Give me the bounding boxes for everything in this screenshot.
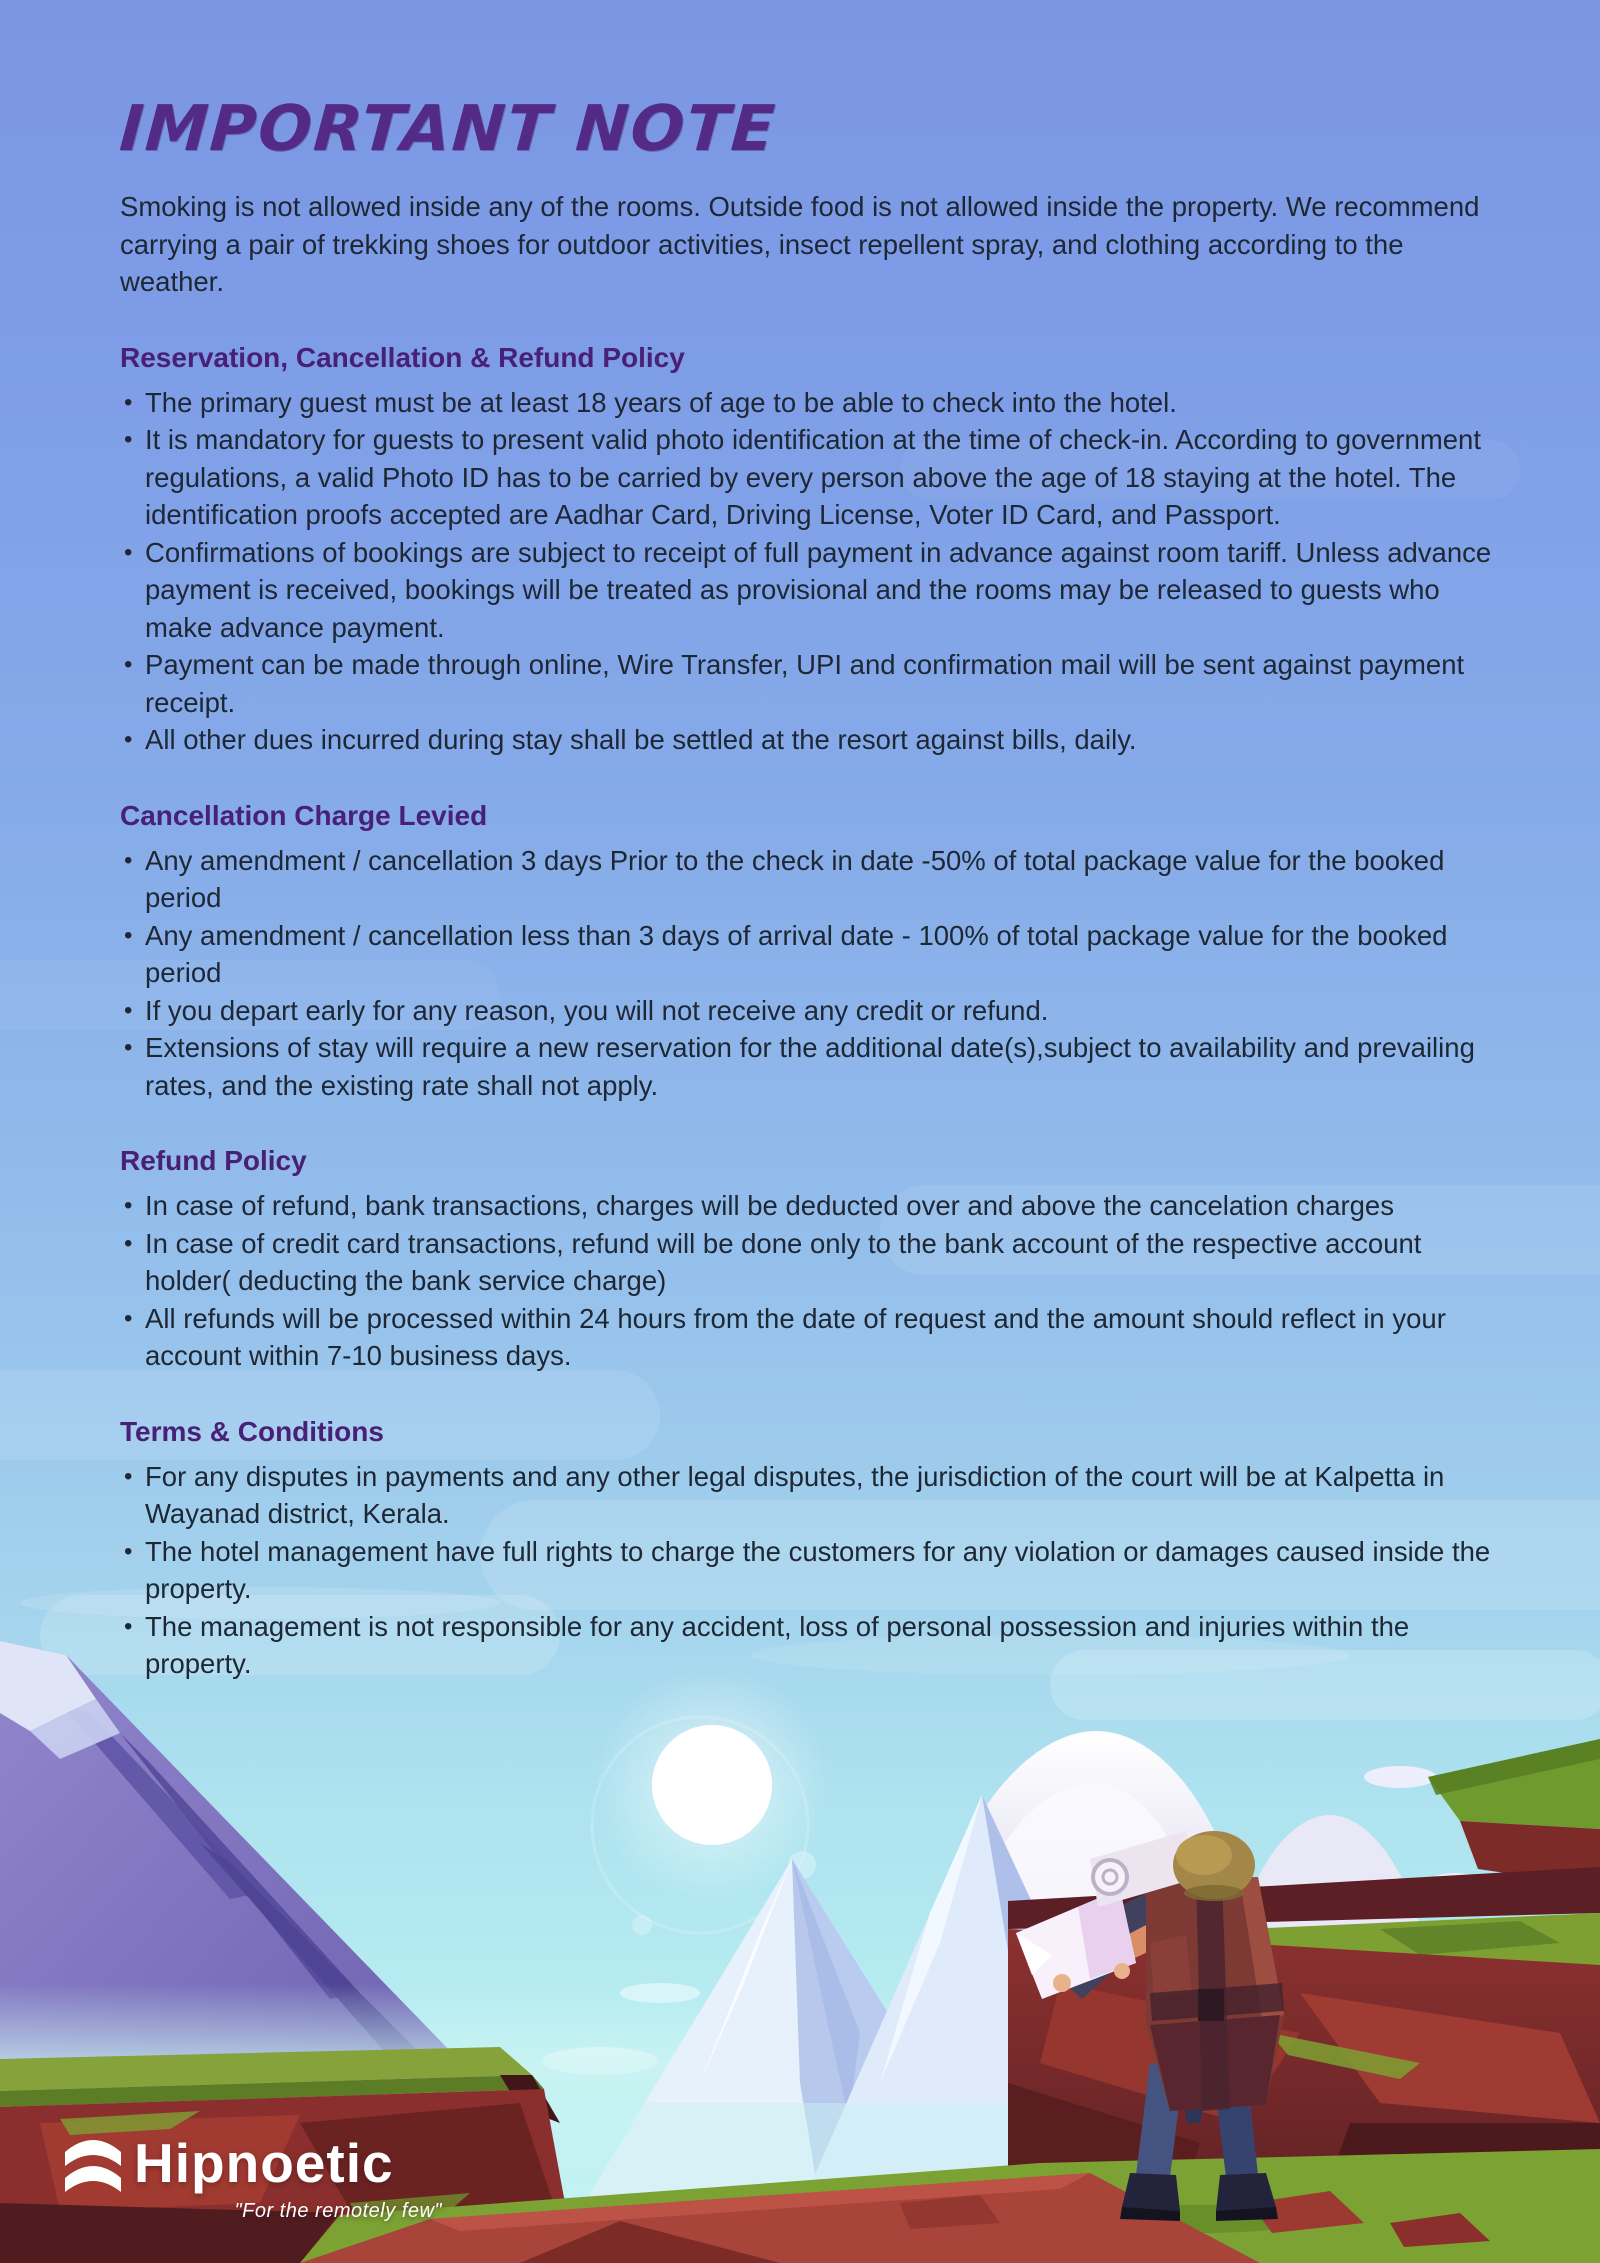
bullet-item: • In case of credit card transactions, refund will be done only to the bank account of the respective account holder( deducting the bank service charge)	[120, 1225, 1492, 1300]
section-refund-policy	[120, 1142, 1492, 1375]
bullet-item: • In case of refund, bank transactions, charges will be deducted over and above the cancelation charges	[120, 1187, 1492, 1225]
section-heading: Terms & Conditions	[120, 1415, 384, 1447]
brand-wordmark: Hipnoetic	[134, 2132, 394, 2194]
bullet-item: • The management is not responsible for any accident, loss of personal possession and injuries within the property.	[120, 1608, 1492, 1683]
bullet-item: • The primary guest must be at least 18 years of age to be able to check into the hotel.	[120, 384, 1492, 422]
bullet-item: • All refunds will be processed within 24 hours from the date of request and the amount should reflect in your account within 7-10 business days.	[120, 1300, 1492, 1375]
bullet-item: • Any amendment / cancellation 3 days Prior to the check in date -50% of total package value for the booked period	[120, 842, 1492, 917]
bullet-item: • Extensions of stay will require a new reservation for the additional date(s),subject to availability and prevailing rates, and the existing rate shall not apply.	[120, 1029, 1492, 1104]
bullet-item: • Payment can be made through online, Wire Transfer, UPI and confirmation mail will be sent against payment receipt.	[120, 646, 1492, 721]
intro-paragraph: Smoking is not allowed inside any of the rooms. Outside food is not allowed inside the property. We recommend carrying a pair of trekking shoes for outdoor activities, insect repellent spray, and clothing according to the weather.	[120, 191, 1480, 298]
section-reservation-policy	[120, 339, 1492, 759]
section-heading: Reservation, Cancellation & Refund Policy	[120, 341, 685, 373]
section-cancellation-charge	[120, 797, 1492, 1105]
section-terms-conditions	[120, 1413, 1492, 1683]
policy-content	[117, 92, 1492, 1683]
section-heading: Refund Policy	[120, 1145, 307, 1177]
bullet-item: • For any disputes in payments and any other legal disputes, the jurisdiction of the court will be at Kalpetta in Wayanad district, Kerala.	[120, 1458, 1492, 1533]
bullet-list	[120, 384, 1492, 759]
bullet-item: • It is mandatory for guests to present valid photo identification at the time of check-in. According to government regulations, a valid Photo ID has to be carried by every person above the age of 18 staying at the hotel. The identification proofs accepted are Aadhar Card, Driving License, Voter ID Card, and Passport.	[120, 421, 1492, 534]
bullet-list	[120, 842, 1492, 1105]
bullet-item: • If you depart early for any reason, you will not receive any credit or refund.	[120, 992, 1492, 1030]
bullet-item: • Confirmations of bookings are subject to receipt of full payment in advance against room tariff. Unless advance payment is received, bookings will be treated as provisional and the rooms may be released to guests who make advance payment.	[120, 534, 1492, 647]
brand-tagline: "For the remotely few"	[234, 2200, 442, 2222]
bullet-list	[120, 1458, 1492, 1683]
bullet-item: • The hotel management have full rights to charge the customers for any violation or damages caused inside the property.	[120, 1533, 1492, 1608]
bullet-list	[120, 1187, 1492, 1375]
bullet-item: • All other dues incurred during stay shall be settled at the resort against bills, daily.	[120, 721, 1492, 759]
logo-wave-icon	[62, 2126, 124, 2200]
page-title: IMPORTANT NOTE	[117, 92, 779, 165]
backpack-icon	[1146, 1877, 1284, 2111]
section-heading: Cancellation Charge Levied	[120, 799, 488, 831]
bullet-item: • Any amendment / cancellation less than 3 days of arrival date - 100% of total package value for the booked period	[120, 917, 1492, 992]
brand-logo	[62, 2126, 442, 2223]
